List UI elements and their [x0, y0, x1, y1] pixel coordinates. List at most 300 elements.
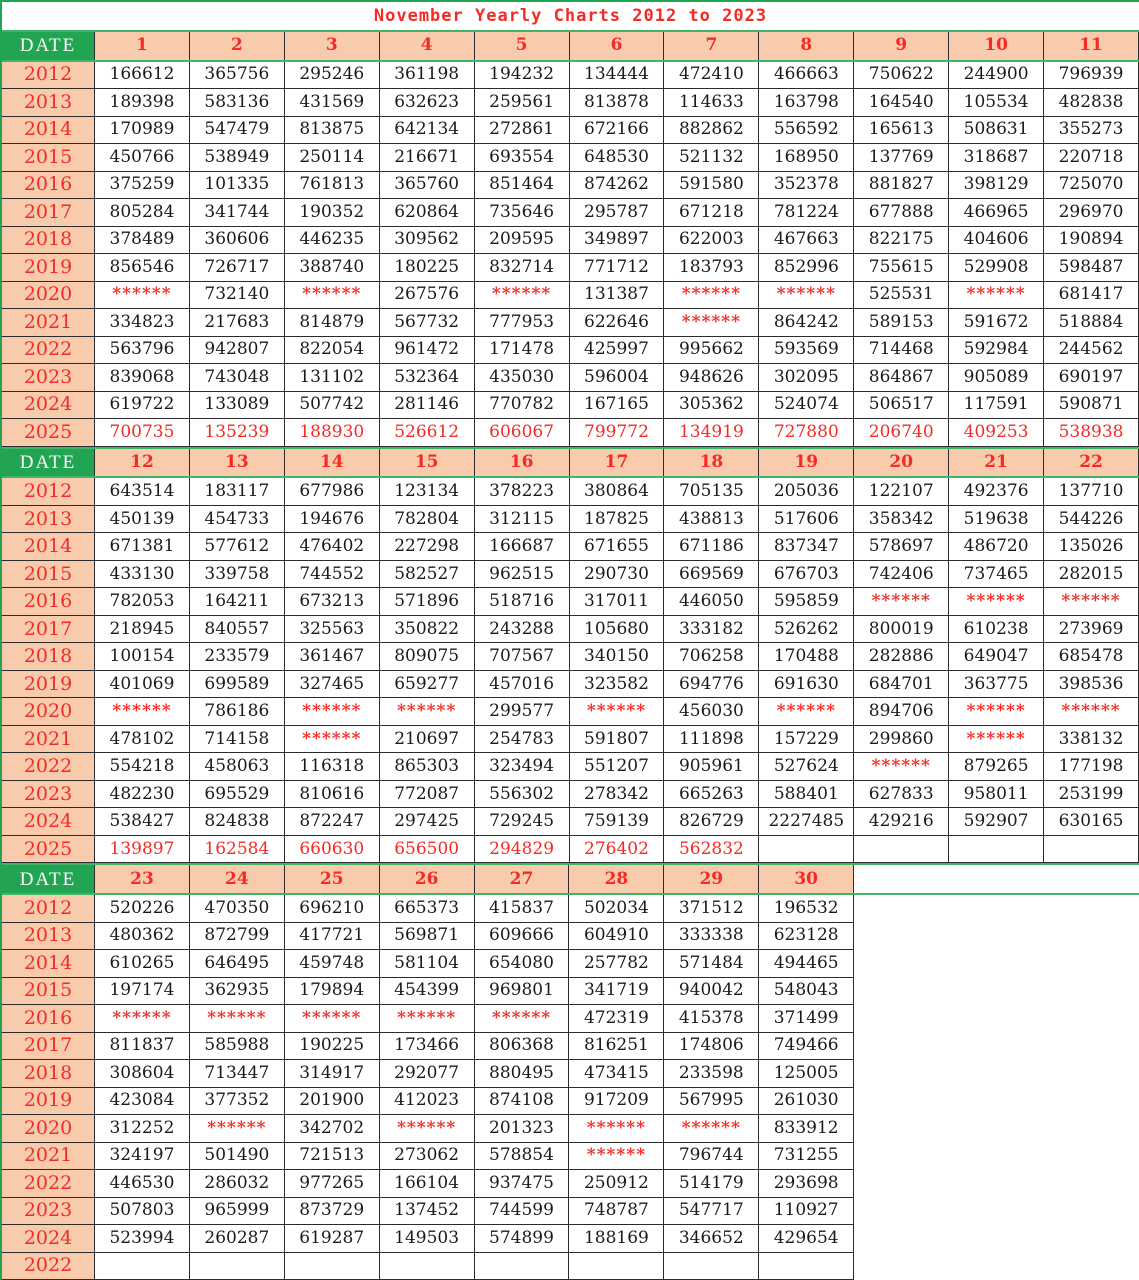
masked-cell: ****** — [95, 282, 190, 310]
masked-cell: ****** — [380, 698, 475, 726]
masked-cell: ****** — [664, 309, 759, 337]
data-cell — [1044, 836, 1139, 864]
masked-cell: ****** — [1044, 698, 1139, 726]
day-column-header: 2 — [190, 32, 285, 60]
data-cell: 164540 — [854, 89, 949, 117]
data-cell: 571896 — [380, 588, 475, 616]
data-cell: 700735 — [95, 419, 190, 447]
data-cell: 532364 — [380, 364, 475, 392]
data-cell: 782053 — [95, 588, 190, 616]
data-cell: 750622 — [854, 62, 949, 90]
data-cell: 299577 — [475, 698, 570, 726]
table-row — [2, 1033, 1139, 1061]
data-cell: 571484 — [664, 950, 759, 978]
data-cell: 478102 — [95, 726, 190, 754]
data-cell: 656500 — [380, 836, 475, 864]
data-cell: 446050 — [664, 588, 759, 616]
data-cell: 187825 — [570, 506, 665, 534]
data-cell: 814879 — [285, 309, 380, 337]
data-cell: 514179 — [664, 1170, 759, 1198]
data-cell: 312252 — [95, 1115, 190, 1143]
data-cell: 693554 — [475, 144, 570, 172]
data-cell: 995662 — [664, 337, 759, 365]
table-row — [2, 643, 1139, 671]
data-cell: 286032 — [190, 1170, 285, 1198]
masked-cell: ****** — [285, 726, 380, 754]
data-cell: 163798 — [759, 89, 854, 117]
masked-cell: ****** — [949, 726, 1044, 754]
masked-cell: ****** — [380, 1005, 475, 1033]
data-cell: 314917 — [285, 1060, 380, 1088]
data-cell: 114633 — [664, 89, 759, 117]
data-cell: 681417 — [1044, 282, 1139, 310]
data-cell: 822175 — [854, 227, 949, 255]
data-cell: 556592 — [759, 117, 854, 145]
data-cell: 590871 — [1044, 392, 1139, 420]
year-cell: 2022 — [2, 337, 95, 365]
data-cell: 194676 — [285, 506, 380, 534]
year-cell: 2024 — [2, 392, 95, 420]
data-cell: 648530 — [570, 144, 665, 172]
data-cell: 726717 — [190, 254, 285, 282]
data-cell: 806368 — [475, 1033, 570, 1061]
data-cell: 494465 — [759, 950, 854, 978]
data-cell: 183117 — [190, 478, 285, 506]
data-cell: 454399 — [380, 978, 475, 1006]
data-cell: 227298 — [380, 533, 475, 561]
data-cell: 725070 — [1044, 172, 1139, 200]
day-column-header: 29 — [664, 865, 759, 893]
data-cell: 472410 — [664, 62, 759, 90]
data-cell: 805284 — [95, 199, 190, 227]
data-cell: 809075 — [380, 643, 475, 671]
data-cell: 567995 — [664, 1088, 759, 1116]
data-cell: 518884 — [1044, 309, 1139, 337]
data-cell: 467663 — [759, 227, 854, 255]
data-cell — [854, 836, 949, 864]
masked-cell: ****** — [95, 698, 190, 726]
year-cell: 2015 — [2, 144, 95, 172]
data-cell: 735646 — [475, 199, 570, 227]
blank-area — [854, 1088, 1139, 1116]
day-column-header: 4 — [380, 32, 475, 60]
data-cell: 190352 — [285, 199, 380, 227]
data-cell: 609666 — [475, 923, 570, 951]
data-cell: 295787 — [570, 199, 665, 227]
data-cell: 507742 — [285, 392, 380, 420]
data-cell: 796744 — [664, 1143, 759, 1171]
table-row — [2, 533, 1139, 561]
masked-cell: ****** — [759, 698, 854, 726]
masked-cell: ****** — [475, 1005, 570, 1033]
data-cell: 742406 — [854, 561, 949, 589]
table-row — [2, 726, 1139, 754]
data-cell: 864867 — [854, 364, 949, 392]
data-cell: 450139 — [95, 506, 190, 534]
table-row — [2, 199, 1139, 227]
data-cell: 526612 — [380, 419, 475, 447]
data-cell: 423084 — [95, 1088, 190, 1116]
masked-cell: ****** — [854, 588, 949, 616]
data-cell: 961472 — [380, 337, 475, 365]
data-cell: 409253 — [949, 419, 1044, 447]
data-cell: 296970 — [1044, 199, 1139, 227]
data-cell: 309562 — [380, 227, 475, 255]
data-cell: 250114 — [285, 144, 380, 172]
data-cell: 157229 — [759, 726, 854, 754]
data-cell: 880495 — [475, 1060, 570, 1088]
data-cell: 459748 — [285, 950, 380, 978]
data-cell: 429654 — [759, 1225, 854, 1253]
data-cell: 737465 — [949, 561, 1044, 589]
table-row — [2, 337, 1139, 365]
data-cell: 365760 — [380, 172, 475, 200]
data-cell: 671381 — [95, 533, 190, 561]
data-cell: 694776 — [664, 671, 759, 699]
data-cell: 659277 — [380, 671, 475, 699]
data-cell: 677888 — [854, 199, 949, 227]
data-cell: 502034 — [569, 895, 664, 923]
data-cell: 261030 — [759, 1088, 854, 1116]
data-cell: 388740 — [285, 254, 380, 282]
data-cell: 472319 — [569, 1005, 664, 1033]
data-cell: 622646 — [570, 309, 665, 337]
year-cell: 2016 — [2, 588, 95, 616]
data-cell: 518716 — [475, 588, 570, 616]
table-row — [2, 364, 1139, 392]
masked-cell: ****** — [190, 1005, 285, 1033]
data-cell: 759139 — [570, 808, 665, 836]
masked-cell: ****** — [190, 1115, 285, 1143]
data-cell: 942807 — [190, 337, 285, 365]
data-cell: 206740 — [854, 419, 949, 447]
data-cell: 473415 — [569, 1060, 664, 1088]
data-cell: 822054 — [285, 337, 380, 365]
data-cell: 713447 — [190, 1060, 285, 1088]
data-cell: 278342 — [570, 781, 665, 809]
masked-cell: ****** — [664, 1115, 759, 1143]
data-cell: 589153 — [854, 309, 949, 337]
data-cell: 643514 — [95, 478, 190, 506]
year-cell: 2019 — [2, 671, 95, 699]
date-header-cell: DATE — [2, 32, 95, 60]
data-cell: 699589 — [190, 671, 285, 699]
data-cell: 272861 — [475, 117, 570, 145]
data-cell: 744552 — [285, 561, 380, 589]
data-cell: 705135 — [664, 478, 759, 506]
data-cell: 371499 — [759, 1005, 854, 1033]
day-column-header: 9 — [854, 32, 949, 60]
data-cell: 771712 — [570, 254, 665, 282]
data-cell: 506517 — [854, 392, 949, 420]
data-cell: 362935 — [190, 978, 285, 1006]
masked-cell: ****** — [949, 282, 1044, 310]
blank-area — [854, 1005, 1139, 1033]
data-cell: 879265 — [949, 753, 1044, 781]
data-cell: 839068 — [95, 364, 190, 392]
day-column-header: 19 — [759, 449, 854, 477]
table-row — [2, 478, 1139, 506]
data-cell: 196532 — [759, 895, 854, 923]
data-cell: 302095 — [759, 364, 854, 392]
year-cell: 2017 — [2, 1033, 95, 1061]
data-cell: 131102 — [285, 364, 380, 392]
data-cell: 673213 — [285, 588, 380, 616]
data-cell: 874262 — [570, 172, 665, 200]
data-cell: 744599 — [475, 1198, 570, 1226]
data-cell: 958011 — [949, 781, 1044, 809]
data-cell: 492376 — [949, 478, 1044, 506]
data-cell: 183793 — [664, 254, 759, 282]
data-cell: 649047 — [949, 643, 1044, 671]
data-cell: 620864 — [380, 199, 475, 227]
data-cell — [759, 836, 854, 864]
data-cell: 209595 — [475, 227, 570, 255]
data-cell: 350822 — [380, 616, 475, 644]
data-cell: 135026 — [1044, 533, 1139, 561]
data-cell: 714158 — [190, 726, 285, 754]
data-cell: 743048 — [190, 364, 285, 392]
data-cell: 341744 — [190, 199, 285, 227]
data-cell: 355273 — [1044, 117, 1139, 145]
data-cell: 341719 — [569, 978, 664, 1006]
day-column-header: 20 — [854, 449, 949, 477]
blank-area — [854, 950, 1139, 978]
data-cell: 894706 — [854, 698, 949, 726]
year-cell: 2019 — [2, 254, 95, 282]
data-cell: 917209 — [569, 1088, 664, 1116]
blank-area — [854, 1253, 1139, 1280]
table-row — [2, 1005, 1139, 1033]
day-column-header: 12 — [95, 449, 190, 477]
data-cell: 454733 — [190, 506, 285, 534]
year-cell: 2012 — [2, 895, 95, 923]
table-row — [2, 1170, 1139, 1198]
data-cell: 166104 — [380, 1170, 475, 1198]
data-cell: 167165 — [570, 392, 665, 420]
data-cell: 470350 — [190, 895, 285, 923]
data-cell: 125005 — [759, 1060, 854, 1088]
data-cell: 188930 — [285, 419, 380, 447]
year-cell: 2014 — [2, 533, 95, 561]
data-cell: 378489 — [95, 227, 190, 255]
masked-cell: ****** — [569, 1115, 664, 1143]
day-column-header: 21 — [949, 449, 1044, 477]
data-cell: 873729 — [285, 1198, 380, 1226]
data-cell: 569871 — [380, 923, 475, 951]
data-cell: 257782 — [569, 950, 664, 978]
data-cell: 205036 — [759, 478, 854, 506]
masked-cell: ****** — [949, 698, 1044, 726]
data-cell: 273969 — [1044, 616, 1139, 644]
data-cell: 201900 — [285, 1088, 380, 1116]
data-cell: 134919 — [664, 419, 759, 447]
data-cell: 731255 — [759, 1143, 854, 1171]
data-cell: 538949 — [190, 144, 285, 172]
data-cell: 707567 — [475, 643, 570, 671]
data-cell: 627833 — [854, 781, 949, 809]
data-cell: 197174 — [95, 978, 190, 1006]
table-row — [2, 309, 1139, 337]
day-column-header: 30 — [759, 865, 854, 893]
data-cell: 761813 — [285, 172, 380, 200]
data-cell: 799772 — [570, 419, 665, 447]
data-cell: 297425 — [380, 808, 475, 836]
data-cell: 690197 — [1044, 364, 1139, 392]
data-cell: 527624 — [759, 753, 854, 781]
day-column-header: 28 — [569, 865, 664, 893]
data-cell: 782804 — [380, 506, 475, 534]
data-cell: 435030 — [475, 364, 570, 392]
data-cell: 282886 — [854, 643, 949, 671]
data-cell: 721513 — [285, 1143, 380, 1171]
data-cell: 276402 — [570, 836, 665, 864]
table-row — [2, 923, 1139, 951]
data-cell: 218945 — [95, 616, 190, 644]
data-cell: 977265 — [285, 1170, 380, 1198]
data-cell: 349897 — [570, 227, 665, 255]
data-cell: 833912 — [759, 1115, 854, 1143]
data-cell: 610238 — [949, 616, 1044, 644]
day-column-header: 17 — [570, 449, 665, 477]
data-cell: 852996 — [759, 254, 854, 282]
data-cell: 323494 — [475, 753, 570, 781]
data-cell: 578697 — [854, 533, 949, 561]
data-cell: 171478 — [475, 337, 570, 365]
data-cell: 412023 — [380, 1088, 475, 1116]
day-column-header: 6 — [570, 32, 665, 60]
data-cell: 646495 — [190, 950, 285, 978]
data-cell: 466663 — [759, 62, 854, 90]
data-cell: 190894 — [1044, 227, 1139, 255]
data-cell: 325563 — [285, 616, 380, 644]
day-column-header: 15 — [380, 449, 475, 477]
data-cell: 591807 — [570, 726, 665, 754]
data-cell: 371512 — [664, 895, 759, 923]
year-cell: 2021 — [2, 309, 95, 337]
data-cell: 732140 — [190, 282, 285, 310]
data-cell: 380864 — [570, 478, 665, 506]
year-cell: 2020 — [2, 698, 95, 726]
masked-cell: ****** — [664, 282, 759, 310]
data-cell: 243288 — [475, 616, 570, 644]
data-cell: 563796 — [95, 337, 190, 365]
data-cell: 642134 — [380, 117, 475, 145]
data-cell: 299860 — [854, 726, 949, 754]
table-row — [2, 808, 1139, 836]
data-cell: 170488 — [759, 643, 854, 671]
year-cell: 2022 — [2, 753, 95, 781]
year-cell: 2012 — [2, 62, 95, 90]
data-cell: 547479 — [190, 117, 285, 145]
data-cell: 588401 — [759, 781, 854, 809]
data-cell: 174806 — [664, 1033, 759, 1061]
year-cell: 2023 — [2, 781, 95, 809]
table-row — [2, 1115, 1139, 1143]
data-cell: 521132 — [664, 144, 759, 172]
data-cell: 415378 — [664, 1005, 759, 1033]
year-cell: 2024 — [2, 808, 95, 836]
data-cell: 538938 — [1044, 419, 1139, 447]
data-cell: 696210 — [285, 895, 380, 923]
data-cell: 431569 — [285, 89, 380, 117]
table-row — [2, 836, 1139, 864]
data-cell: 361198 — [380, 62, 475, 90]
data-cell: 273062 — [380, 1143, 475, 1171]
data-cell: 446530 — [95, 1170, 190, 1198]
data-cell: 290730 — [570, 561, 665, 589]
masked-cell: ****** — [569, 1143, 664, 1171]
data-cell: 606067 — [475, 419, 570, 447]
data-cell: 671186 — [664, 533, 759, 561]
data-cell: 781224 — [759, 199, 854, 227]
day-column-header: 5 — [475, 32, 570, 60]
data-cell: 282015 — [1044, 561, 1139, 589]
table-row — [2, 1253, 1139, 1280]
day-column-header: 13 — [190, 449, 285, 477]
table-row — [2, 950, 1139, 978]
data-cell: 217683 — [190, 309, 285, 337]
empty-cell — [759, 1253, 854, 1280]
section-3-header-row — [2, 863, 1139, 895]
data-cell: 105534 — [949, 89, 1044, 117]
data-cell: 962515 — [475, 561, 570, 589]
data-cell: 190225 — [285, 1033, 380, 1061]
data-cell: 339758 — [190, 561, 285, 589]
table-row — [2, 588, 1139, 616]
data-cell: 295246 — [285, 62, 380, 90]
data-cell: 189398 — [95, 89, 190, 117]
data-cell: 250912 — [569, 1170, 664, 1198]
data-cell: 333338 — [664, 923, 759, 951]
masked-cell: ****** — [570, 698, 665, 726]
data-cell: 220718 — [1044, 144, 1139, 172]
masked-cell: ****** — [285, 1005, 380, 1033]
masked-cell: ****** — [949, 588, 1044, 616]
data-cell: 501490 — [190, 1143, 285, 1171]
data-cell: 524074 — [759, 392, 854, 420]
year-cell: 2016 — [2, 172, 95, 200]
date-header-cell: DATE — [2, 449, 95, 477]
data-cell: 164211 — [190, 588, 285, 616]
data-cell: 340150 — [570, 643, 665, 671]
day-column-header: 18 — [664, 449, 759, 477]
section-2-header-row — [2, 447, 1139, 479]
data-cell: 305362 — [664, 392, 759, 420]
data-cell: 525531 — [854, 282, 949, 310]
day-column-header: 10 — [949, 32, 1044, 60]
data-cell: 676703 — [759, 561, 854, 589]
data-cell: 598487 — [1044, 254, 1139, 282]
day-column-header: 23 — [95, 865, 190, 893]
table-row — [2, 671, 1139, 699]
data-cell: 188169 — [569, 1225, 664, 1253]
data-cell: 180225 — [380, 254, 475, 282]
table-row — [2, 616, 1139, 644]
data-cell: 526262 — [759, 616, 854, 644]
data-cell: 856546 — [95, 254, 190, 282]
data-cell: 770782 — [475, 392, 570, 420]
data-cell: 482838 — [1044, 89, 1139, 117]
table-row — [2, 254, 1139, 282]
table-row — [2, 419, 1139, 447]
table-row — [2, 978, 1139, 1006]
data-cell: 378223 — [475, 478, 570, 506]
data-cell: 619287 — [285, 1225, 380, 1253]
data-cell: 352378 — [759, 172, 854, 200]
blank-area — [854, 1115, 1139, 1143]
data-cell: 254783 — [475, 726, 570, 754]
